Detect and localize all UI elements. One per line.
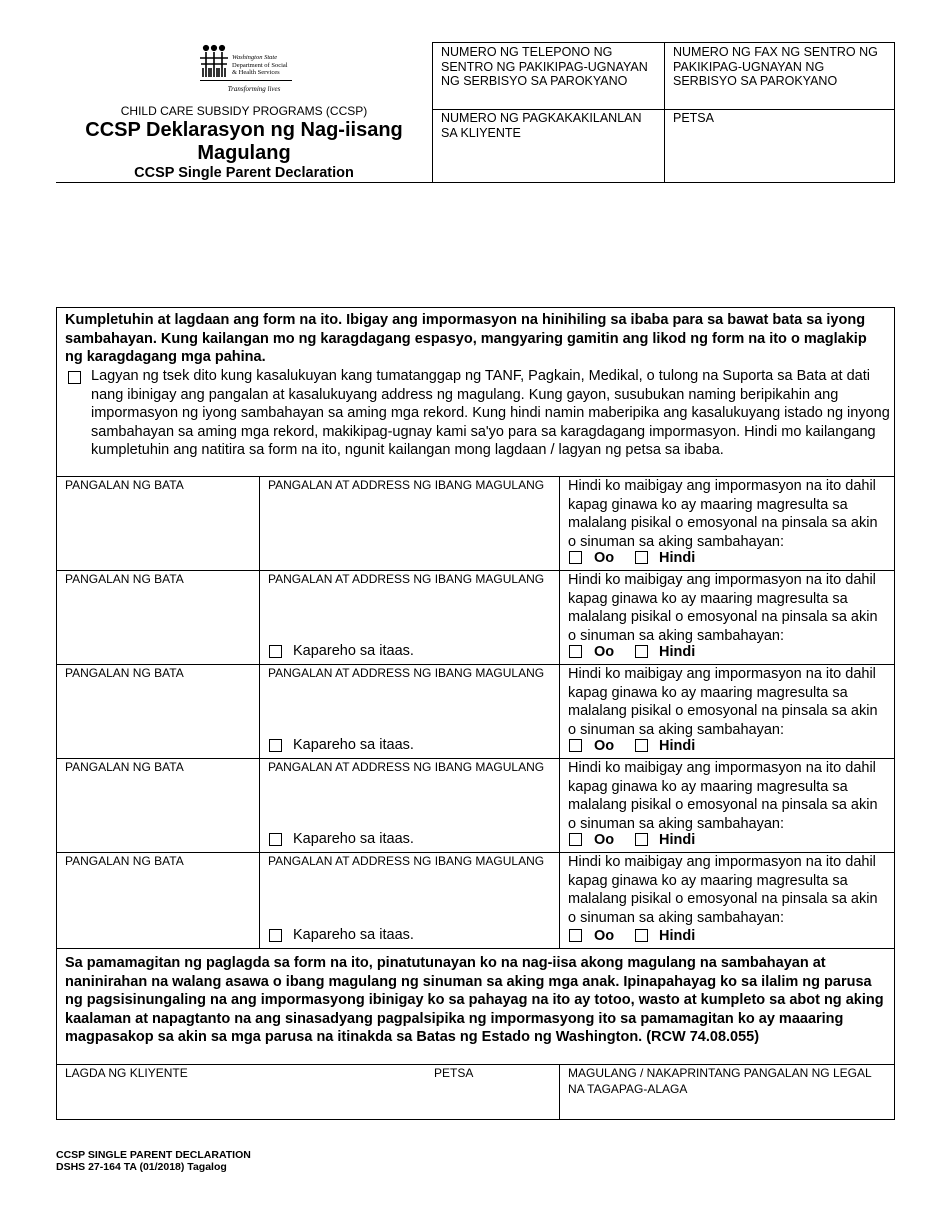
- same-as-above-label: Kapareho sa itaas.: [293, 737, 414, 753]
- logo-line-3: & Health Services: [232, 69, 280, 76]
- safety-no-checkbox[interactable]: [635, 739, 648, 752]
- safety-no-label: Hindi: [659, 644, 696, 660]
- header-divider: [56, 182, 433, 183]
- instructions-text: Kumpletuhin at lagdaan ang form na ito. Ibigay ang impormasyon na hinihiling sa ibaba para sa bawat bata sa iyong sambahayan. Kung kailangan mo ng karagdagang espasyo, mangyaring gamitin ang likod ng form na ito o maglakip ng karagdagang mga pahina.: [65, 312, 867, 366]
- same-as-above-checkbox[interactable]: [269, 833, 282, 846]
- safety-no-checkbox[interactable]: [635, 833, 648, 846]
- safety-no-label: Hindi: [659, 738, 696, 754]
- header-date-label: PETSA: [673, 111, 714, 125]
- dshs-figures-icon: [196, 44, 232, 80]
- client-id-field[interactable]: [433, 109, 664, 183]
- other-parent-label: PANGALAN AT ADDRESS NG IBANG MAGULANG: [268, 760, 545, 774]
- safety-yes-checkbox[interactable]: [569, 645, 582, 658]
- logo-line-1: Washington State: [232, 54, 278, 61]
- other-parent-label: PANGALAN AT ADDRESS NG IBANG MAGULANG: [268, 572, 545, 586]
- child-name-field[interactable]: [57, 853, 259, 949]
- safety-yes-label: Oo: [594, 928, 615, 944]
- dshs-logo: [196, 44, 296, 94]
- safety-no-label: Hindi: [659, 550, 696, 566]
- safety-text: Hindi ko maibigay ang impormasyon na ito dahil kapag ginawa ko ay maaring magresulta sa malalang pisikal o emosyonal na pinsala sa akin o sinuman sa aking sambahayan:: [568, 760, 878, 832]
- declaration-text: [57, 948, 894, 1064]
- printed-name-label: MAGULANG / NAKAPRINTANG PANGALAN NG LEGAL NA TAGAPAG-ALAGA: [568, 1066, 872, 1096]
- safety-no-label: Hindi: [659, 928, 696, 944]
- safety-yes-label: Oo: [594, 832, 615, 848]
- safety-yes-checkbox[interactable]: [569, 929, 582, 942]
- safety-text: Hindi ko maibigay ang impormasyon na ito dahil kapag ginawa ko ay maaring magresulta sa malalang pisikal o emosyonal na pinsala sa akin o sinuman sa aking sambahayan:: [568, 478, 878, 550]
- signature-field[interactable]: [57, 1064, 559, 1119]
- other-parent-label: PANGALAN AT ADDRESS NG IBANG MAGULANG: [268, 478, 545, 492]
- child-rows: [57, 476, 894, 948]
- other-parent-field[interactable]: [259, 477, 559, 571]
- fax-label: NUMERO NG FAX NG SENTRO NG PAKIKIPAG-UGNAYAN NG SERBISYO SA PAROKYANO: [673, 45, 878, 88]
- dshs-agency-name: [232, 54, 288, 77]
- same-as-above-label: Kapareho sa itaas.: [293, 927, 414, 943]
- main-form: [56, 307, 895, 1120]
- child-row: [57, 476, 894, 570]
- safety-text: Hindi ko maibigay ang impormasyon na ito dahil kapag ginawa ko ay maaring magresulta sa malalang pisikal o emosyonal na pinsala sa akin o sinuman sa aking sambahayan:: [568, 666, 878, 738]
- tanf-checkbox[interactable]: [68, 371, 81, 384]
- tanf-checkbox-text: Lagyan ng tsek dito kung kasalukuyan kang tumatanggap ng TANF, Pagkain, Medikal, o tulong na Suporta sa Bata at dati nang ibinigay ang pangalan at kasalukuyang address ng magulang. Kung gayon, susubukan naming beripikahin ang impormasyon ng iyong sambahayan sa aming mga rekord. Kung hindi namin maberipika ang kasalukuyang istado ng inyong sambahayan sa aming mga rekord, makikipag-ugnay kami sa'yo para sa karagdagang impormasyon. Hindi mo kailangang kumpletuhin ang natitira sa form na ito, ngunit kailangan mong lagdaan / lagyan ng petsa sa ibaba.: [91, 368, 890, 459]
- form-footer: [56, 1149, 251, 1173]
- child-name-label: PANGALAN NG BATA: [65, 760, 184, 774]
- safety-no-label: Hindi: [659, 832, 696, 848]
- phone-label: NUMERO NG TELEPONO NG SENTRO NG PAKIKIPAG-UGNAYAN NG SERBISYO SA PAROKYANO: [441, 45, 648, 88]
- other-parent-label: PANGALAN AT ADDRESS NG IBANG MAGULANG: [268, 854, 545, 868]
- form-title: CCSP Deklarasyon ng Nag-iisang Magulang: [85, 119, 403, 164]
- signature-label: LAGDA NG KLIYENTE: [65, 1066, 188, 1080]
- child-name-field[interactable]: [57, 759, 259, 853]
- child-row: [57, 664, 894, 758]
- safety-no-checkbox[interactable]: [635, 929, 648, 942]
- safety-yes-checkbox[interactable]: [569, 739, 582, 752]
- safety-yes-label: Oo: [594, 738, 615, 754]
- safety-yes-checkbox[interactable]: [569, 833, 582, 846]
- child-row: [57, 852, 894, 948]
- same-as-above-label: Kapareho sa itaas.: [293, 831, 414, 847]
- safety-text: Hindi ko maibigay ang impormasyon na ito dahil kapag ginawa ko ay maaring magresulta sa malalang pisikal o emosyonal na pinsala sa akin o sinuman sa aking sambahayan:: [568, 572, 878, 644]
- same-as-above-label: Kapareho sa itaas.: [293, 643, 414, 659]
- program-name: CHILD CARE SUBSIDY PROGRAMS (CCSP): [120, 104, 368, 118]
- safety-yes-checkbox[interactable]: [569, 551, 582, 564]
- child-name-field[interactable]: [57, 665, 259, 759]
- child-row: [57, 758, 894, 852]
- child-name-field[interactable]: [57, 571, 259, 665]
- signature-date-label: PETSA: [434, 1066, 474, 1080]
- other-parent-label: PANGALAN AT ADDRESS NG IBANG MAGULANG: [268, 666, 545, 680]
- phone-field[interactable]: [433, 43, 664, 109]
- header-date-field[interactable]: [664, 109, 895, 183]
- same-as-above-checkbox[interactable]: [269, 929, 282, 942]
- safety-no-checkbox[interactable]: [635, 551, 648, 564]
- logo-divider: [200, 80, 292, 81]
- form-subtitle: CCSP Single Parent Declaration: [134, 165, 354, 181]
- child-name-label: PANGALAN NG BATA: [65, 572, 184, 586]
- child-row: [57, 570, 894, 664]
- child-name-field[interactable]: [57, 477, 259, 571]
- client-id-label: NUMERO NG PAGKAKAKILANLAN SA KLIYENTE: [441, 111, 642, 140]
- fax-field[interactable]: [664, 43, 895, 109]
- child-name-label: PANGALAN NG BATA: [65, 854, 184, 868]
- same-as-above-checkbox[interactable]: [269, 739, 282, 752]
- same-as-above-checkbox[interactable]: [269, 645, 282, 658]
- footer-form-name: CCSP SINGLE PARENT DECLARATION: [56, 1149, 251, 1161]
- printed-name-field[interactable]: [559, 1064, 894, 1119]
- logo-tagline: Transforming lives: [227, 85, 281, 93]
- logo-line-2: Department of Social: [232, 61, 288, 69]
- safety-text: Hindi ko maibigay ang impormasyon na ito dahil kapag ginawa ko ay maaring magresulta sa malalang pisikal o emosyonal na pinsala sa akin o sinuman sa aking sambahayan:: [568, 854, 878, 926]
- safety-no-checkbox[interactable]: [635, 645, 648, 658]
- child-name-label: PANGALAN NG BATA: [65, 666, 184, 680]
- safety-yes-label: Oo: [594, 550, 615, 566]
- office-fields-box: [432, 42, 895, 183]
- declaration-body: Sa pamamagitan ng paglagda sa form na ito, pinatutunayan ko na nag-iisa akong magulang na sambahayan at naninirahan na walang asawa o ibang magulang ng sinuman sa aking mga anak. Ipinapahayag ko sa ilalim ng parusa ng pagsisinungaling na ang impormasyong ibinigay ko sa pahayag na ito ay totoo, wasto at kumpleto sa abot ng aking kaalaman at napagtanto na ang sinasadyang pagpalsipika ng impormasyong ito sa pamamagitan ko ay maaaring magpasakop sa akin sa mga parusa na itinakda sa Batas ng Estado ng Washington. (RCW 74.08.055): [65, 955, 884, 1046]
- safety-yes-label: Oo: [594, 644, 615, 660]
- child-name-label: PANGALAN NG BATA: [65, 478, 184, 492]
- footer-form-number: DSHS 27-164 TA (01/2018) Tagalog: [56, 1161, 227, 1173]
